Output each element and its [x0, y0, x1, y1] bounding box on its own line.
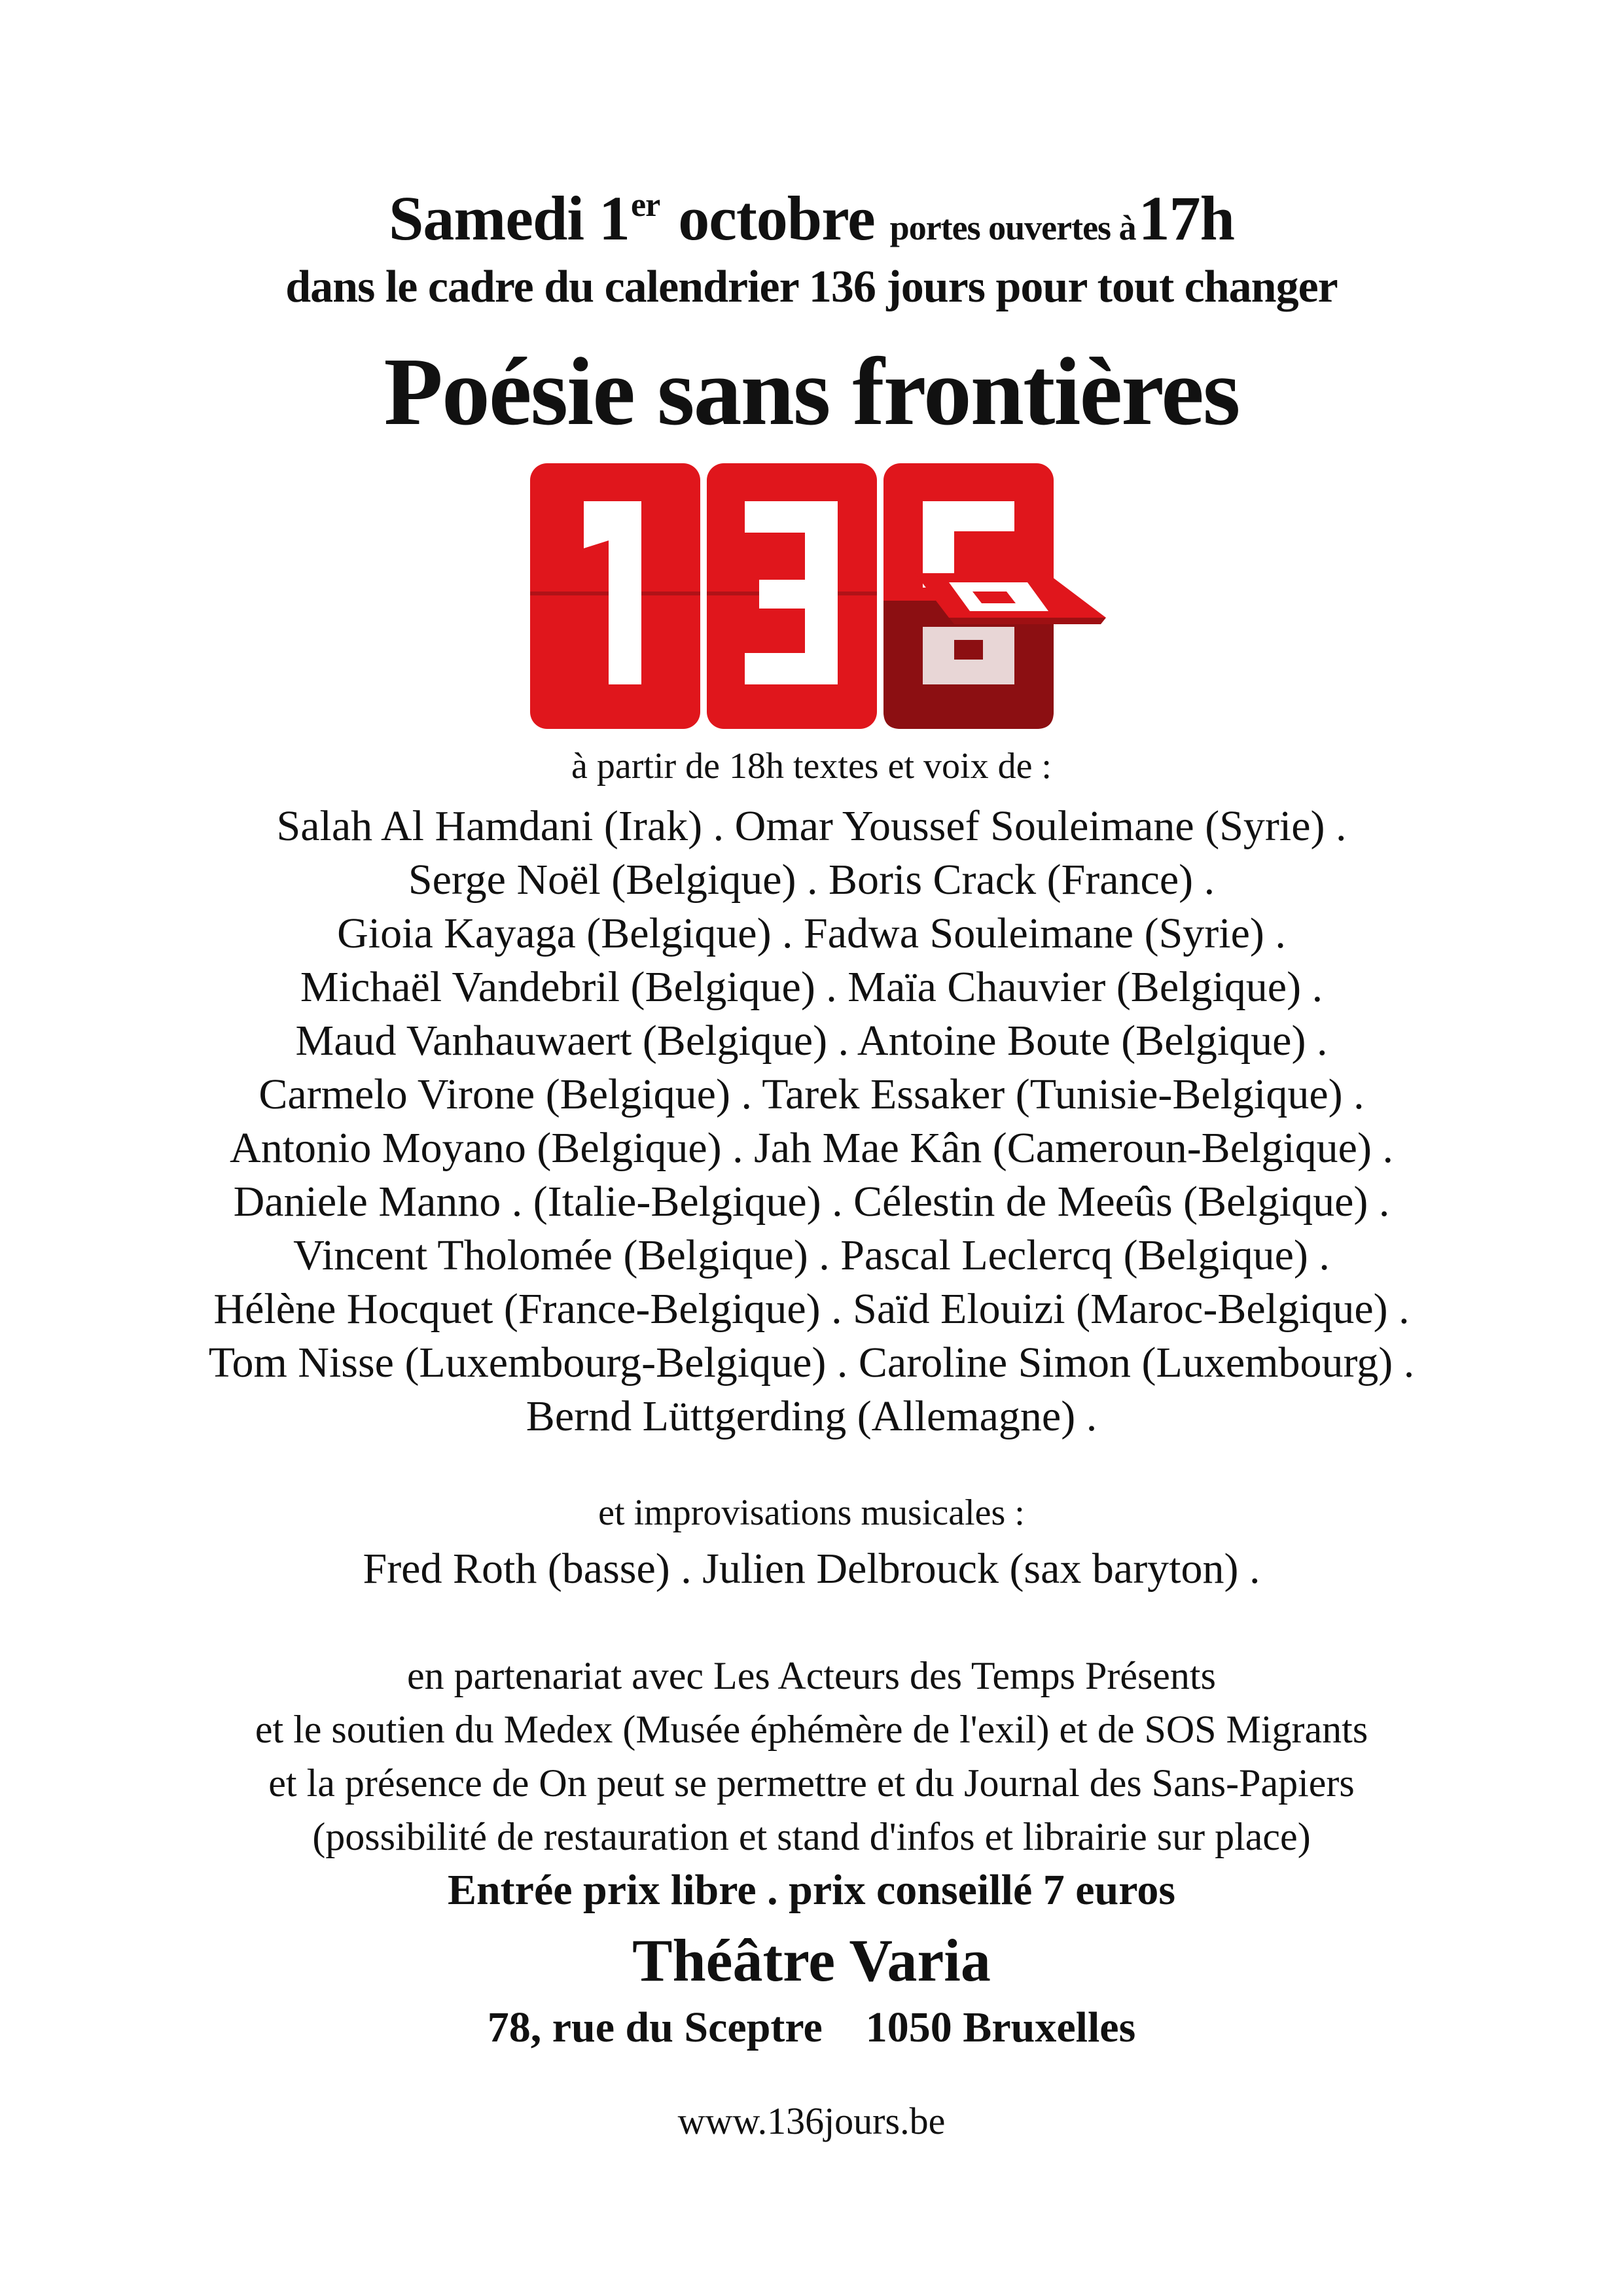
date-day-superscript: er [631, 186, 660, 224]
performers-line: Gioia Kayaga (Belgique) . Fadwa Souleimane (Syrie) . [337, 910, 1286, 957]
calendar-context: dans le cadre du calendrier 136 jours pour tout changer [285, 262, 1338, 312]
logo-tile-6 [883, 463, 1106, 729]
services-line: (possibilité de restauration et stand d'infos et librairie sur place) [312, 1815, 1311, 1858]
music-intro: et improvisations musicales : [598, 1492, 1025, 1533]
performers-list [0, 800, 1623, 1443]
performers-line: Tom Nisse (Luxembourg-Belgique) . Caroline Simon (Luxembourg) . [208, 1339, 1415, 1386]
program-intro: à partir de 18h textes et voix de : [571, 746, 1052, 786]
musicians: Fred Roth (basse) . Julien Delbrouck (sax baryton) . [363, 1545, 1260, 1593]
logo-tile-3 [707, 463, 877, 729]
performers-line: Daniele Manno . (Italie-Belgique) . Célestin de Meeûs (Belgique) . [233, 1178, 1390, 1226]
performers-line: Antonio Moyano (Belgique) . Jah Mae Kân (Cameroun-Belgique) . [230, 1124, 1393, 1172]
doors-open-time: 17h [1138, 183, 1234, 253]
performers-line: Bernd Lüttgerding (Allemagne) . [526, 1392, 1097, 1440]
performers-line: Salah Al Hamdani (Irak) . Omar Youssef Souleimane (Syrie) . [276, 802, 1347, 850]
entry-price: Entrée prix libre . prix conseillé 7 euros [447, 1866, 1176, 1914]
date-day: Samedi 1 [389, 183, 630, 253]
performers-line: Hélène Hocquet (France-Belgique) . Saïd Elouizi (Maroc-Belgique) . [213, 1285, 1410, 1333]
event-title: Poésie sans frontières [383, 338, 1240, 446]
venue-address: 78, rue du Sceptre 1050 Bruxelles [487, 2004, 1136, 2051]
partnership-line: en partenariat avec Les Acteurs des Temps Présents [407, 1654, 1216, 1697]
date-month: octobre [678, 183, 875, 253]
support-line: et le soutien du Medex (Musée éphémère de l'exil) et de SOS Migrants [255, 1708, 1368, 1751]
logo-tile-1 [530, 463, 700, 729]
doors-open-label: portes ouvertes à [889, 208, 1136, 247]
date-line [0, 183, 1623, 253]
performers-line: Carmelo Virone (Belgique) . Tarek Essaker (Tunisie-Belgique) . [259, 1070, 1364, 1118]
performers-line: Maud Vanhauwaert (Belgique) . Antoine Boute (Belgique) . [295, 1017, 1328, 1065]
performers-line: Vincent Tholomée (Belgique) . Pascal Leclercq (Belgique) . [293, 1231, 1330, 1279]
presence-line: et la présence de On peut se permettre et du Journal des Sans-Papiers [268, 1761, 1355, 1805]
performers-line: Michaël Vandebril (Belgique) . Maïa Chauvier (Belgique) . [300, 963, 1323, 1011]
venue-name: Théâtre Varia [632, 1927, 991, 1994]
performers-line: Serge Noël (Belgique) . Boris Crack (France) . [408, 856, 1215, 904]
website-link[interactable]: www.136jours.be [677, 2100, 946, 2142]
logo-136 [530, 463, 1106, 729]
